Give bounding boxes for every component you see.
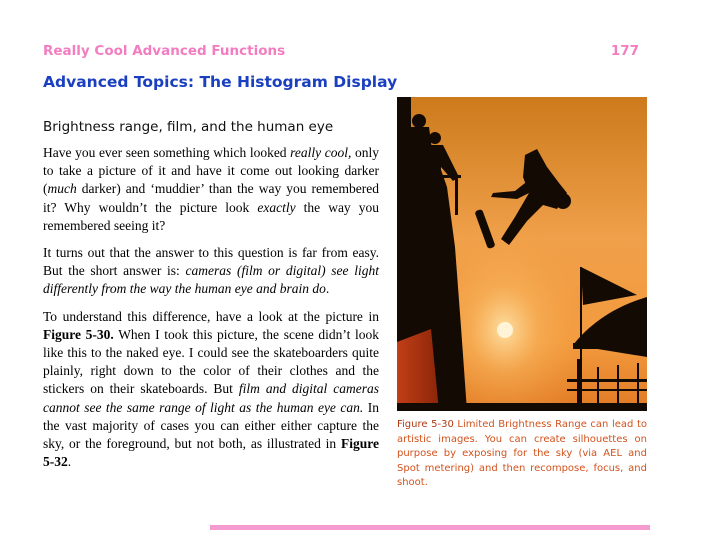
p1-text-c: only to take a picture of it and have it come out looking darker ( [43,145,379,197]
p2-text-c: . [325,281,330,297]
subheading: Brightness range, film, and the human eye [43,119,334,135]
figure-label: Figure 5-30 [397,419,454,430]
paragraph-2 [43,244,379,299]
p1-text-e: darker) and ‘muddier’ than the way you remembered it? Why wouldn’t the picture look [43,181,379,215]
p2-emphasis: cameras (film or digital) see light differently from the way the human eye and brain do [43,263,379,297]
p1-emphasis-really-cool: really cool, [290,145,352,160]
running-title: Really Cool Advanced Functions [43,43,286,59]
p1-emphasis-exactly: exactly [257,199,296,215]
figure-caption [397,418,647,491]
p1-emphasis-much: much [47,181,77,197]
paragraph-1 [43,144,379,235]
p1-text-a: Have you ever seen something which looked [43,145,291,160]
p3-text-c: When I took this picture, the scene didn’t look like this to the naked eye. I could see the skateboarders quite plainly, right down to the color of their clothes and the stickers on their skateboards. But [43,326,379,397]
body-text [43,144,379,480]
running-header [43,43,639,63]
p1-text-g: the way you remembered seeing it? [43,199,379,233]
section-title: Advanced Topics: The Histogram Display [43,73,398,91]
figure-caption-text: Limited Brightness Range can lead to artistic images. You can create silhouettes on purpose by exposing for the sky (via AEL and Spot metering) and then recompose, focus, and shoot. [397,419,648,489]
p3-figure-ref-5-30: Figure 5-30. [43,326,114,342]
p3-figure-ref-5-32: Figure 5-32 [43,436,379,470]
skateboarder-silhouette-photo [397,97,647,411]
p3-text-g: . [67,454,72,470]
sun-icon [497,322,513,338]
page-number: 177 [610,43,639,59]
p2-text-a: It turns out that the answer to this question is far from easy. But the short answer is: [43,245,379,279]
p3-emphasis: film and digital cameras cannot see the same range of light as the human eye can. [43,381,379,415]
p3-text-e: In the vast majority of cases you can either either capture the sky, or the foreground, but not both, as illustrated in [43,399,380,452]
p3-text-a: To understand this difference, have a look at the picture in [43,308,379,324]
paragraph-3 [43,308,379,472]
footer-rule [210,525,650,530]
